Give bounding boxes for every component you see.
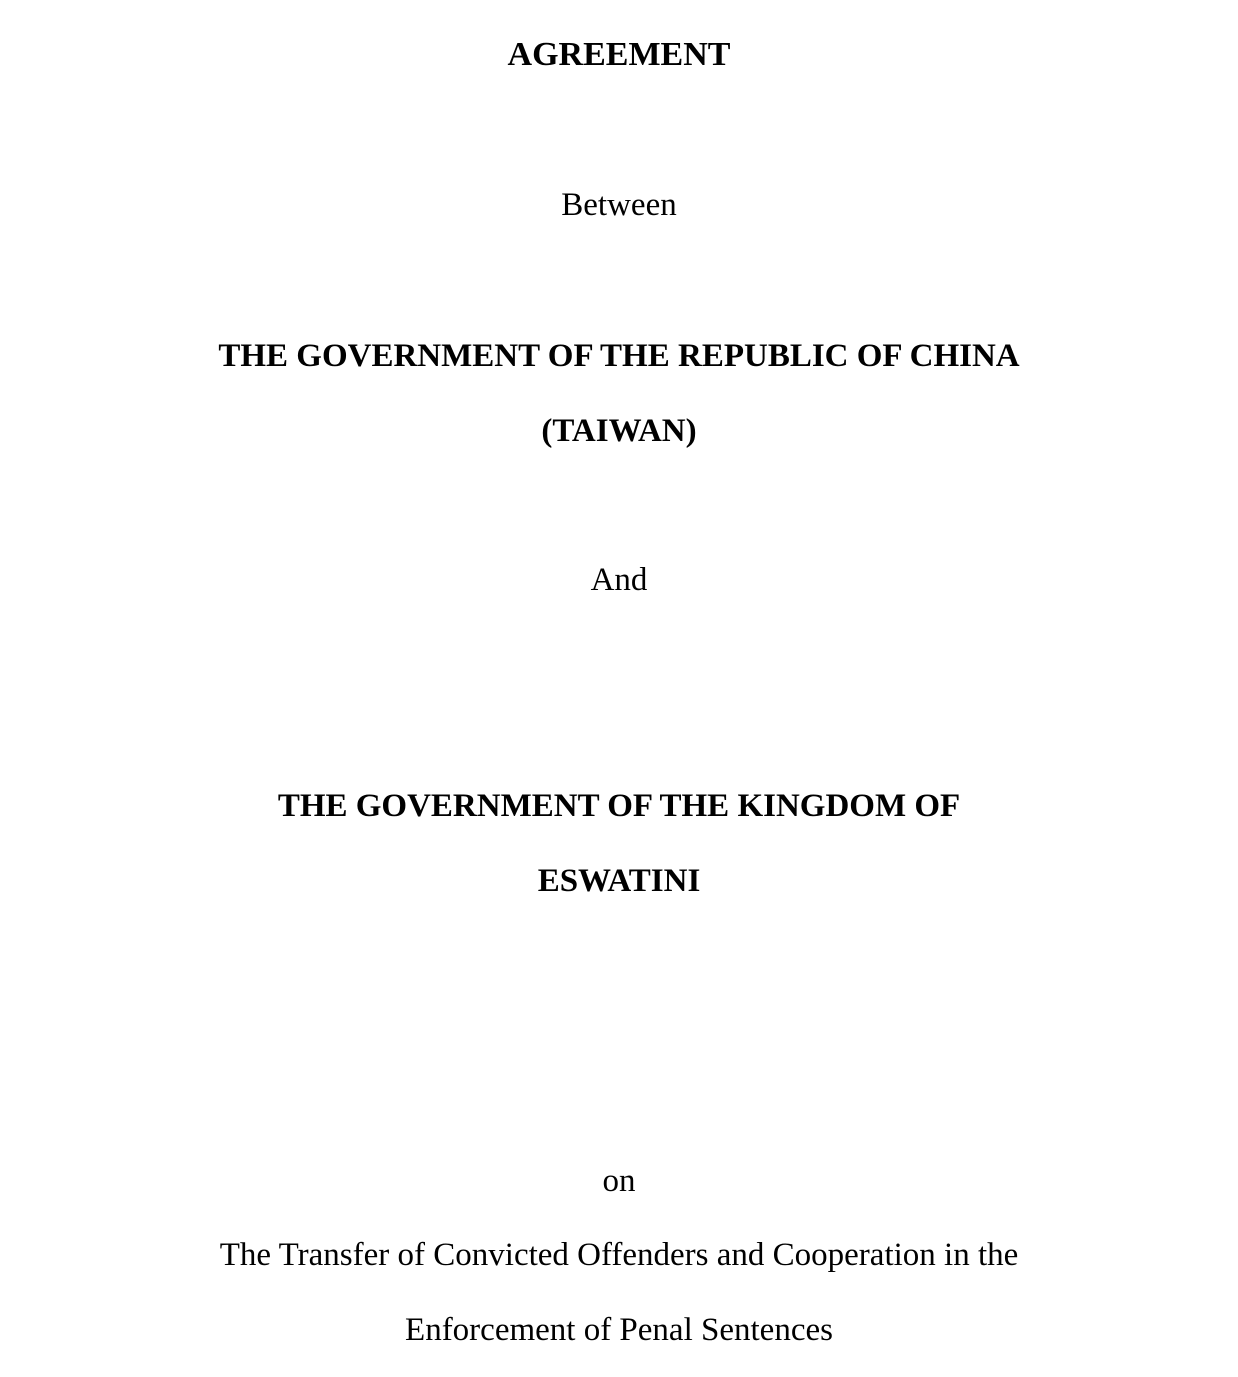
on-text: on [602, 1163, 636, 1199]
party1-name-line2: (TAIWAN) [541, 413, 697, 449]
and-text: And [590, 562, 648, 598]
subject-line2: Enforcement of Penal Sentences [405, 1312, 833, 1348]
subject-line1: The Transfer of Convicted Offenders and Cooperation in the [219, 1237, 1019, 1273]
between-text: Between [561, 187, 677, 223]
agreement-title: AGREEMENT [507, 36, 731, 73]
party2-name-line1: THE GOVERNMENT OF THE KINGDOM OF [277, 788, 961, 824]
party2-name-line2: ESWATINI [537, 863, 701, 899]
party1-name-line1: THE GOVERNMENT OF THE REPUBLIC OF CHINA [218, 338, 1020, 374]
